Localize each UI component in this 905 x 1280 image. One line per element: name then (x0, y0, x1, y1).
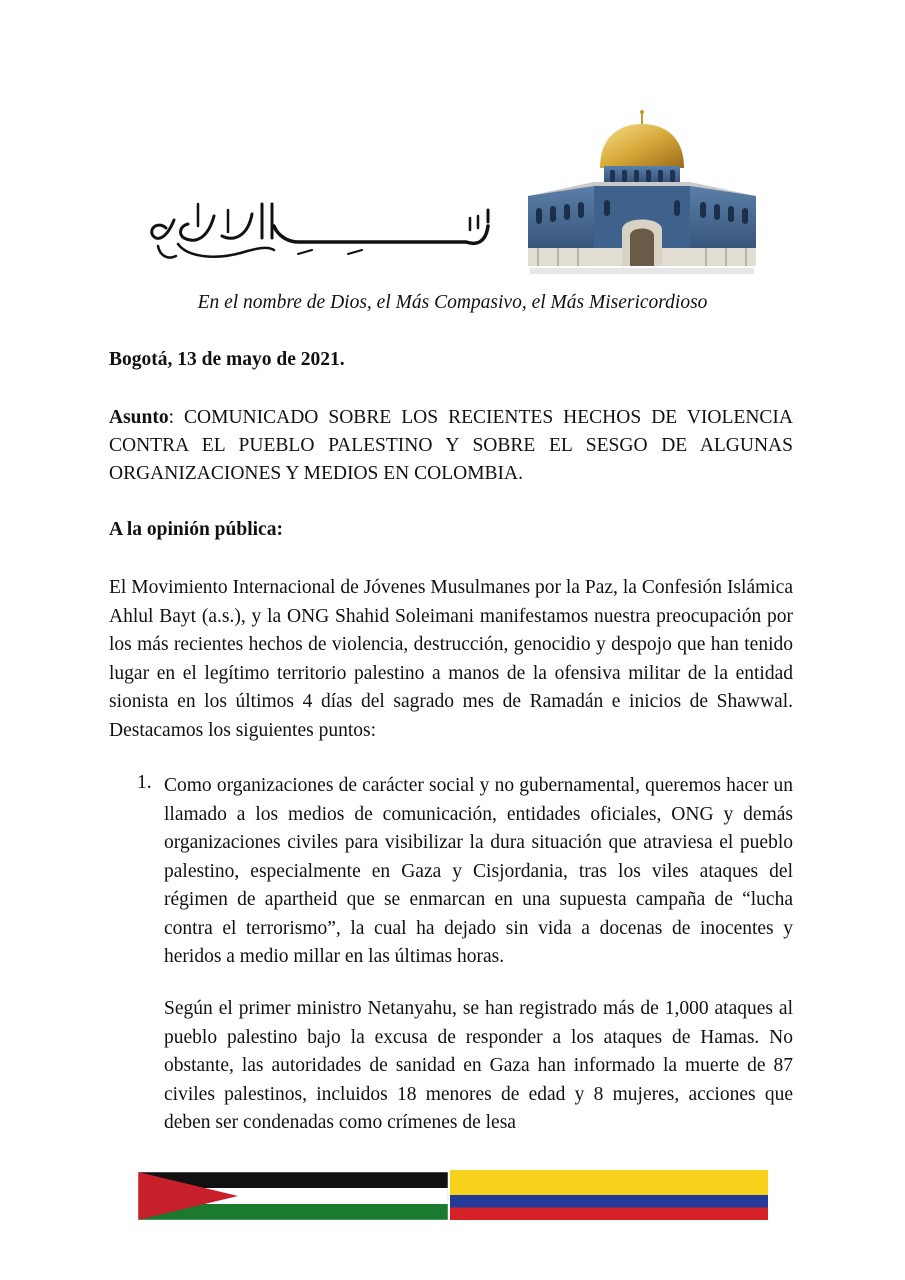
list-item-number: 1. (137, 772, 152, 793)
subject-line (109, 404, 793, 488)
dome-of-the-rock-image (524, 108, 760, 276)
greeting: A la opinión pública: (109, 519, 283, 540)
colombia-flag-icon (450, 1170, 768, 1220)
intro-paragraph: El Movimiento Internacional de Jóvenes Musulmanes por la Paz, la Confesión Islámica Ahlul Bayt (a.s.), y la ONG Shahid Soleimani manifestamos nuestra preocupación por los más recientes hechos de violencia, destrucción, genocidio y despojo que han tenido lugar en el legítimo territorio palestino a manos de la ofensiva militar de la entidad sionista en los últimos 4 días del sagrado mes de Ramadán e inicios de Shawwal. Destacamos los siguientes puntos: (109, 577, 793, 741)
subject-text: : COMUNICADO SOBRE LOS RECIENTES HECHOS DE VIOLENCIA CONTRA EL PUEBLO PALESTINO Y SOBRE EL SESGO DE ALGUNAS ORGANIZACIONES Y MEDIOS EN COLOMBIA. (109, 407, 793, 484)
list-item-continuation: Según el primer ministro Netanyahu, se han registrado más de 1,000 ataques al pueblo palestino bajo la excusa de responder a los ataques de Hamas. No obstante, las autoridades de sanidad en Gaza han informado la muerte de 87 civiles palestinos, incluidos 18 menores de edad y 8 mujeres, acciones que deben ser condenadas como crímenes de lesa (164, 998, 793, 1133)
invocation-subtitle: En el nombre de Dios, el Más Compasivo, el Más Misericordioso (197, 292, 708, 313)
palestine-flag-icon (138, 1172, 448, 1220)
subject-label: Asunto (109, 407, 169, 428)
bismillah-calligraphy-icon (148, 196, 496, 266)
list-item-paragraph: Como organizaciones de carácter social y no gubernamental, queremos hacer un llamado a los medios de comunicación, entidades oficiales, ONG y demás organizaciones civiles para visibilizar la dura situación que atraviesa el pueblo palestino, especialmente en Gaza y Cisjordania, tras los viles ataques del régimen de apartheid que se enmarcan en una supuesta campaña de “lucha contra el terrorismo”, la cual ha dejado sin vida a docenas de inocentes y heridos a medio millar en las últimas horas. (164, 775, 793, 967)
letter-date: Bogotá, 13 de mayo de 2021. (109, 349, 345, 370)
